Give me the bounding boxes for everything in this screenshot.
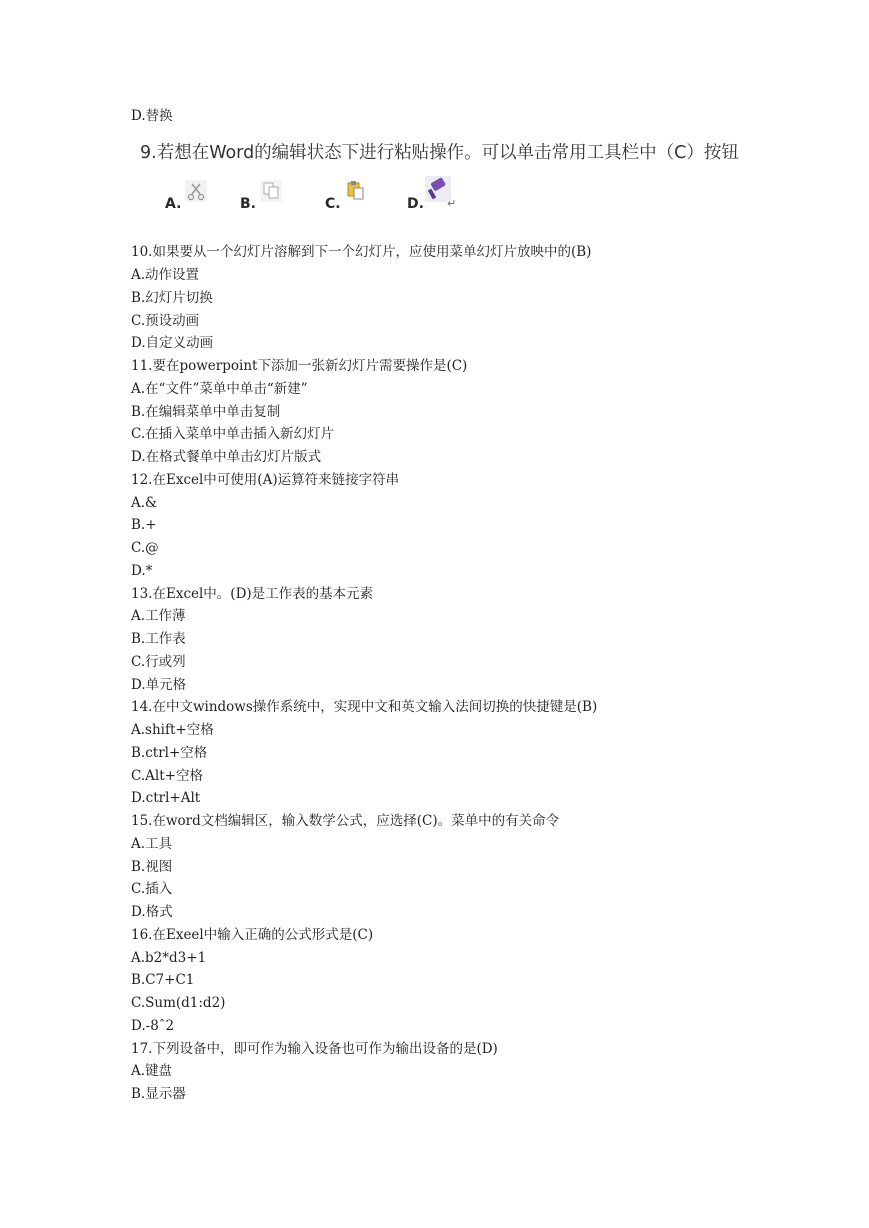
option-label: A.	[165, 196, 182, 212]
text-line: C.预设动画	[131, 313, 200, 329]
text-line: 17.下列设备中，即可作为输入设备也可作为输出设备的是(D)	[131, 1041, 498, 1057]
text-line: C.Sum(d1:d2)	[131, 995, 226, 1011]
text-line: A.键盘	[131, 1063, 173, 1079]
option-label: D.	[407, 196, 424, 212]
text-line: A.工具	[131, 836, 173, 852]
option-label: B.	[240, 196, 256, 212]
text-line: D.单元格	[131, 677, 187, 693]
text-line: B.C7+C1	[131, 972, 195, 988]
text-line: D.格式	[131, 904, 173, 920]
text-line: 11.要在powerpoint下添加一张新幻灯片需要操作是(C)	[131, 358, 468, 374]
text-line: B.视图	[131, 859, 173, 875]
paste-icon	[345, 180, 367, 202]
text-line: B.显示器	[131, 1086, 186, 1102]
text-line: C.插入	[131, 881, 173, 897]
text-line: B.+	[131, 517, 157, 533]
question-9-options	[165, 178, 485, 218]
paragraph-return-mark: ↵	[447, 197, 457, 210]
text-line: B.幻灯片切换	[131, 290, 213, 306]
text-line: 15.在word文档编辑区，输入数学公式，应选择(C)。菜单中的有关命令	[131, 813, 560, 829]
text-line: D.-8ˆ2	[131, 1018, 175, 1034]
text-line: B.工作表	[131, 631, 186, 647]
text-line: A.动作设置	[131, 267, 200, 283]
text-line: D.自定义动画	[131, 335, 214, 351]
text-line: B.ctrl+空格	[131, 745, 208, 761]
question-9-image-text: 9.若想在Word的编辑状态下进行粘贴操作。可以单击常用工具栏中（C）按钮	[140, 143, 739, 163]
text-line: D.替换	[131, 108, 173, 124]
copy-icon	[260, 180, 282, 202]
text-line: B.在编辑菜单中单击复制	[131, 404, 281, 420]
text-line: 10.如果要从一个幻灯片溶解到下一个幻灯片，应使用菜单幻灯片放映中的(B)	[131, 244, 592, 260]
text-line: D.*	[131, 563, 153, 579]
text-line: A.shift+空格	[131, 722, 214, 738]
text-line: 12.在Excel中可使用(A)运算符来链接字符串	[131, 472, 400, 488]
text-line: D.在格式餐单中单击幻灯片版式	[131, 449, 322, 465]
text-line: 14.在中文windows操作系统中，实现中文和英文输入法间切换的快捷键是(B)	[131, 699, 598, 715]
option-label: C.	[325, 196, 341, 212]
text-line: C.@	[131, 540, 159, 556]
text-line: D.ctrl+Alt	[131, 790, 201, 806]
text-line: C.Alt+空格	[131, 768, 203, 784]
text-line: 13.在Excel中。(D)是工作表的基本元素	[131, 586, 374, 602]
text-line: A.在“文件”菜单中单击“新建”	[131, 381, 308, 397]
text-line: 16.在Exeel中输入正确的公式形式是(C)	[131, 927, 374, 943]
text-line: A.&	[131, 495, 158, 511]
text-line: A.工作薄	[131, 608, 186, 624]
cut-icon	[185, 180, 207, 202]
text-line: C.行或列	[131, 654, 186, 670]
text-line: A.b2*d3+1	[131, 950, 207, 966]
text-line: C.在插入菜单中单击插入新幻灯片	[131, 426, 335, 442]
